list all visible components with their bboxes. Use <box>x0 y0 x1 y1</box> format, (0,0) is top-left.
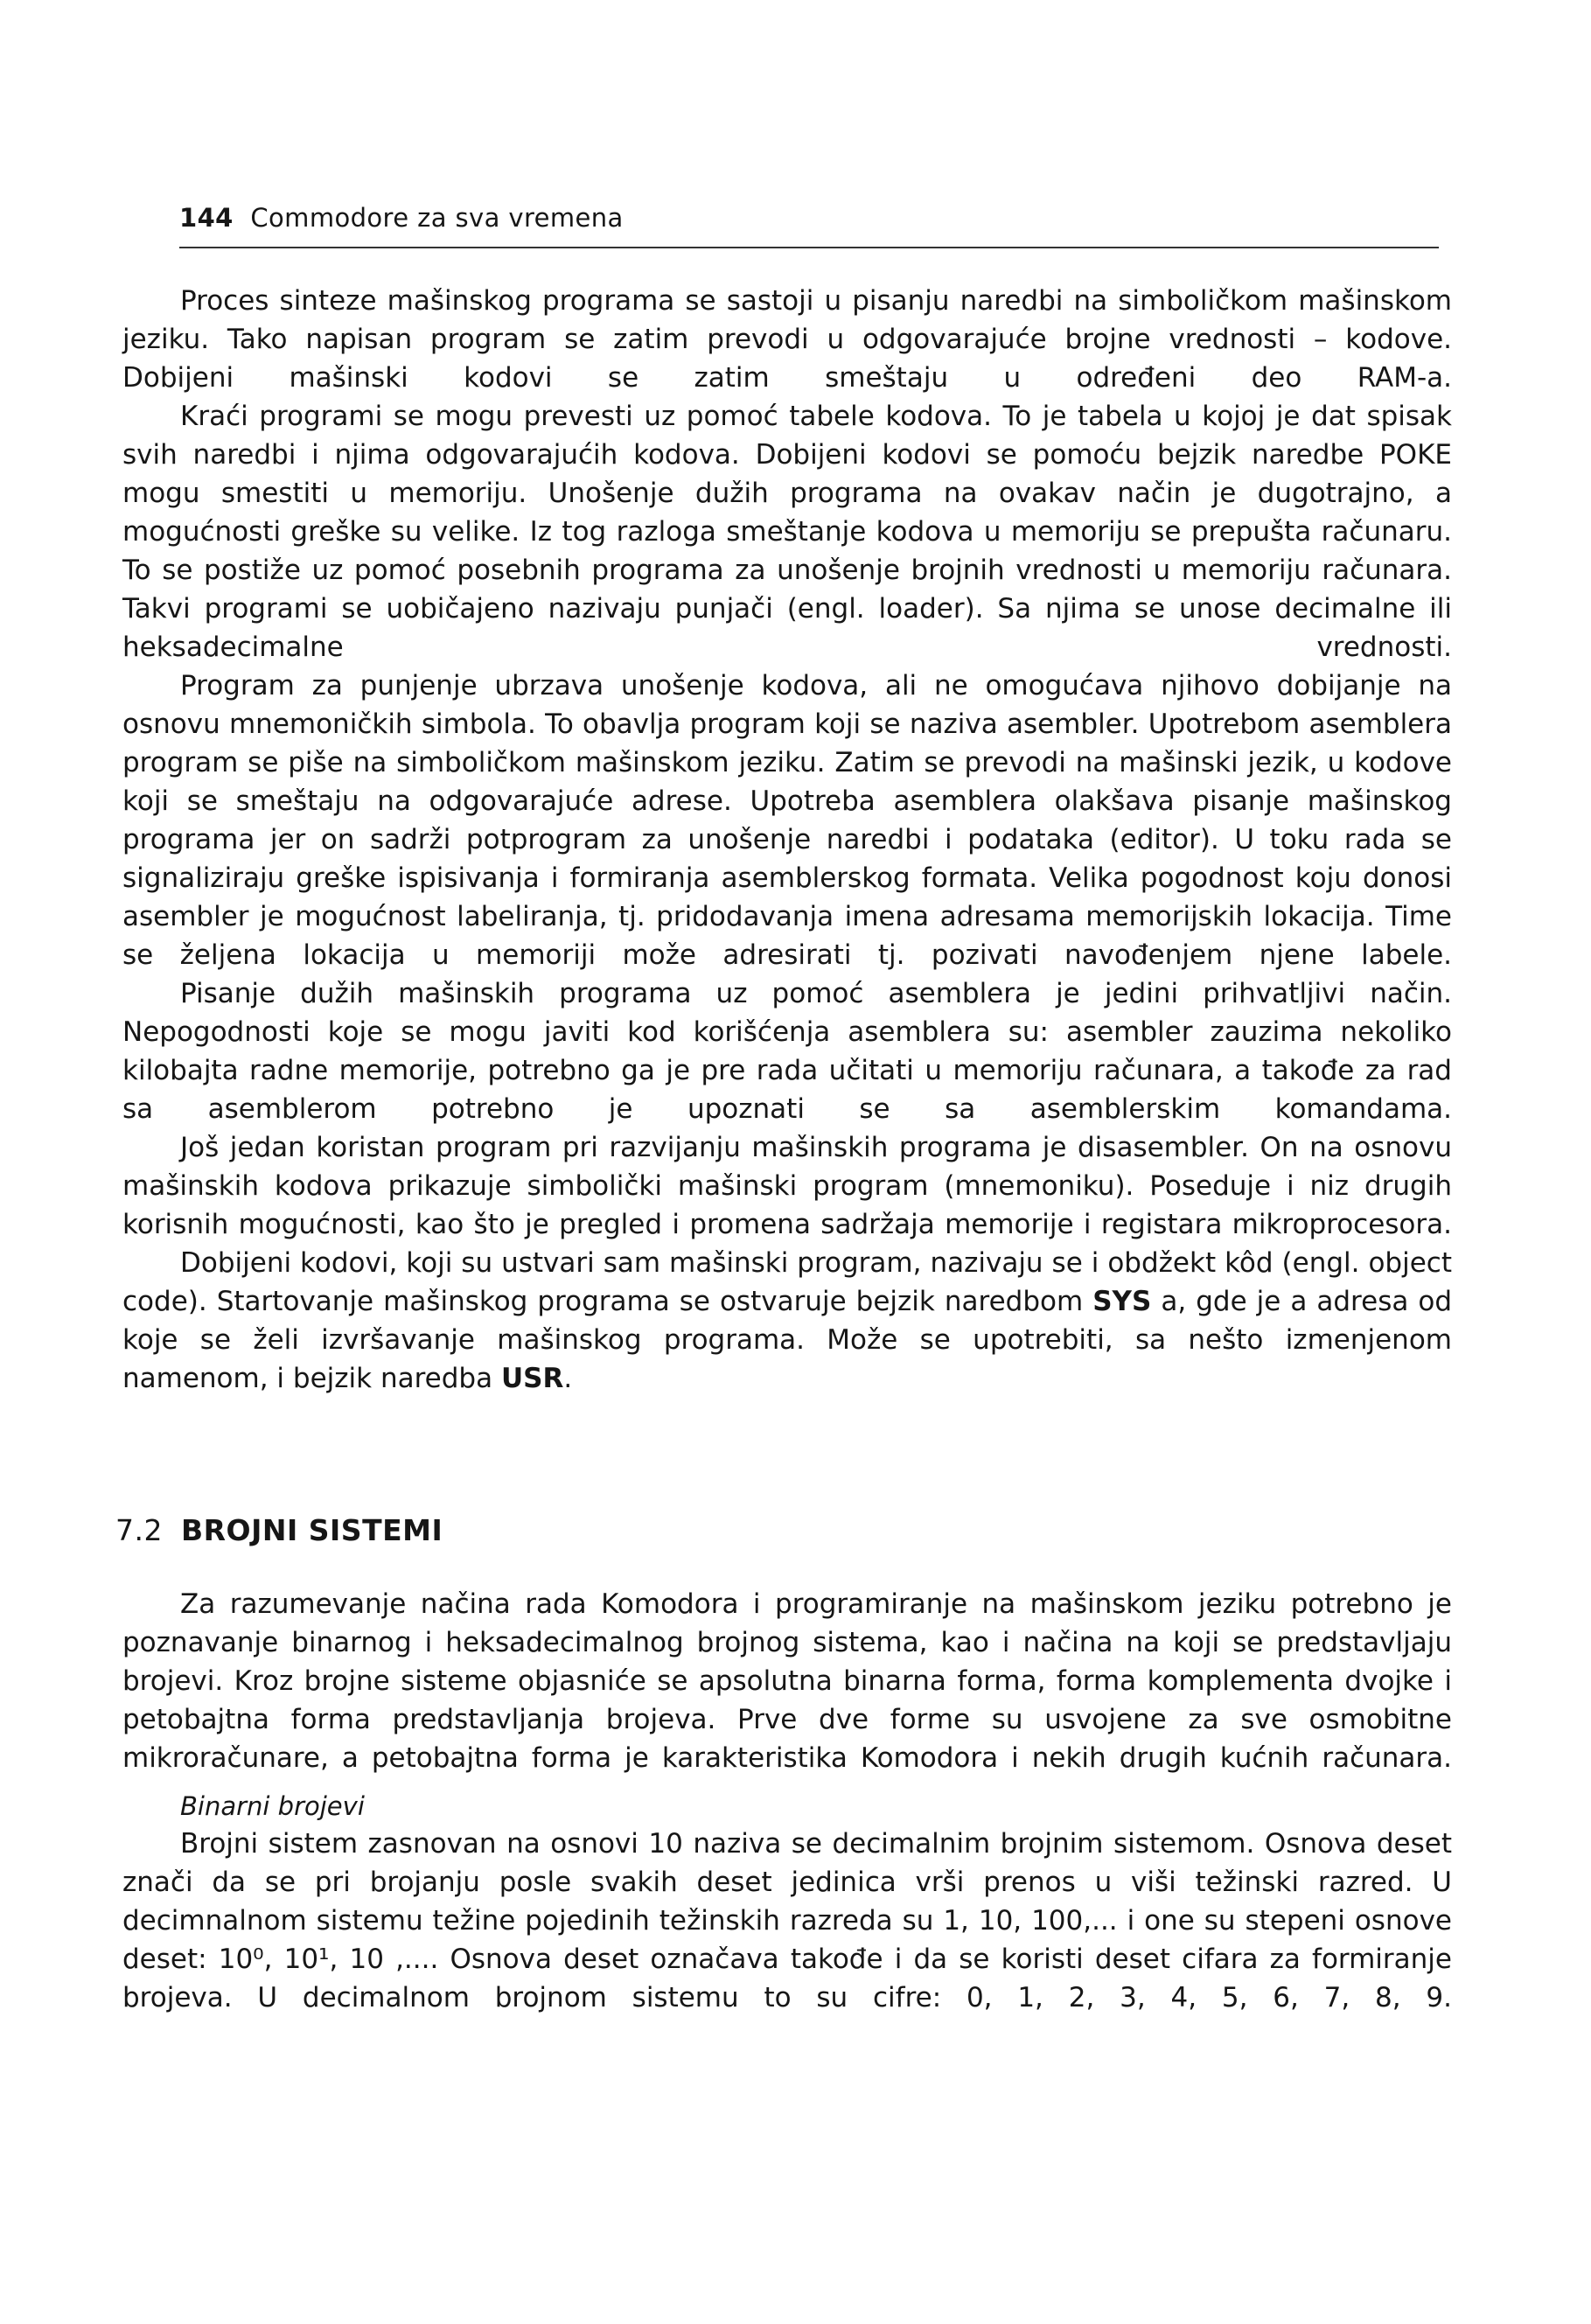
page-number: 144 <box>179 203 234 233</box>
section-heading <box>115 1511 1452 1550</box>
paragraph-assembler-drawbacks: Pisanje dužih mašinskih programa uz pomoć asemblera je jedini prihvatljivi način. Nepogodnosti koje se mogu javiti kod korišćenja asemblera su: asembler zauzima nekoliko kilobajta radne memorije, potrebno ga je pre rada učitati u memoriju računara, a takođe za rad sa asemblerom potrebno je upoznati se sa asemblerskim komandama. <box>122 978 1452 1125</box>
section-title: BROJNI SISTEMI <box>180 1513 443 1547</box>
paragraph-object-code <box>122 1244 1452 1398</box>
running-title: Commodore za sva vremena <box>250 203 624 233</box>
subsection-title: Binarni brojevi <box>180 1791 365 1821</box>
running-header <box>179 203 624 233</box>
paragraph-code-table: Kraći programi se mogu prevesti uz pomoć tabele kodova. To je tabela u kojoj je dat spisak svih naredbi i njima odgovarajućih kodova. Dobijeni kodovi se pomoću bejzik naredbe POKE mogu smestiti u memoriju. Unošenje dužih programa na ovakav način je dugotrajno, a mogućnosti greške su velike. Iz tog razloga smeštanje kodova u memoriju se prepušta računaru. To se postiže uz pomoć posebnih programa za unošenje brojnih vrednosti u memoriju računara. Takvi programi se uobičajeno nazivaju punjači (engl. loader). Sa njima se unose decimalne ili heksadecimalne vrednosti. <box>122 401 1452 663</box>
section-gap <box>122 1398 1452 1511</box>
object-code-text-1: Dobijeni kodovi, koji su ustvari sam mašinski program, nazivaju se i obdžekt kôd (engl. object code). Startovanje mašinskog programa se ostvaruje bejzik naredbom <box>122 1247 1452 1317</box>
object-code-text-end: . <box>563 1363 573 1394</box>
paragraph-assembler: Program za punjenje ubrzava unošenje kodova, ali ne omogućava njihovo dobijanje na osnovu mnemoničkih simbola. To obavlja program koji se naziva asembler. Upotrebom asemblera program se piše na simboličkom mašinskom jeziku. Zatim se prevodi na mašinski jezik, u kodove koji se smeštaju na odgovarajuće adrese. Upotreba asemblera olakšava pisanje mašinskog programa jer on sadrži potprogram za unošenje naredbi i podataka (editor). U toku rada se signaliziraju greške ispisivanja i formiranja asemblerskog formata. Velika pogodnost koju donosi asembler je mogućnost labeliranja, tj. pridodavanja imena adresama memorijskih lokacija. Time se željena lokacija u memoriji može adresirati tj. pozivati navođenjem njene labele. <box>122 670 1452 971</box>
subsection-paragraph: Brojni sistem zasnovan na osnovi 10 naziva se decimalnim brojnim sistemom. Osnova deset znači da se pri brojanju posle svakih deset jedinica vrši prenos u viši težinski razred. U decimnalnom sistemu težine pojedinih težinskih razreda su 1, 10, 100,... i one su stepeni osnove deset: 10⁰, 10¹, 10 ,.... Osnova deset označava takođe i da se koristi deset cifara za formiranje brojeva. U decimalnom brojnom sistemu to su cifre: 0, 1, 2, 3, 4, 5, 6, 7, 8, 9. <box>122 1828 1452 2013</box>
section-number: 7.2 <box>115 1513 163 1547</box>
sys-keyword: SYS <box>1092 1286 1152 1317</box>
paragraph-disassembler: Još jedan koristan program pri razvijanju mašinskih programa je disasembler. On na osnovu mašinskih kodova prikazuje simbolički mašinski program (mnemoniku). Poseduje i niz drugih korisnih mogućnosti, kao što je pregled i promena sadržaja memorije i registara mikroprocesora. <box>122 1132 1452 1240</box>
usr-keyword: USR <box>500 1363 564 1394</box>
header-rule <box>179 247 1439 248</box>
page-body <box>115 282 1452 2017</box>
object-code-text-2: a, gde je a adresa od koje se želi izvršavanje mašinskog programa. Može se upotrebiti, sa nešto izmenjenom namenom, i bejzik naredba <box>122 1286 1452 1394</box>
paragraph-synthesis: Proces sinteze mašinskog programa se sastoji u pisanju naredbi na simboličkom mašinskom jeziku. Tako napisan program se zatim prevodi u odgovarajuće brojne vrednosti – kodove. Dobijeni mašinski kodovi se zatim smeštaju u određeni deo RAM-a. <box>122 285 1452 394</box>
section-intro-paragraph: Za razumevanje načina rada Komodora i programiranje na mašinskom jeziku potrebno je poznavanje binarnog i heksadecimalnog brojnog sistema, kao i načina na koji se predstavljaju brojevi. Kroz brojne sisteme objasniće se apsolutna binarna forma, forma komplementa dvojke i petobajtna forma predstavljanja brojeva. Prve dve forme su usvojene za sve osmobitne mikroračunare, a petobajtna forma je karakteristika Komodora i nekih drugih kućnih računara. <box>122 1588 1452 1774</box>
